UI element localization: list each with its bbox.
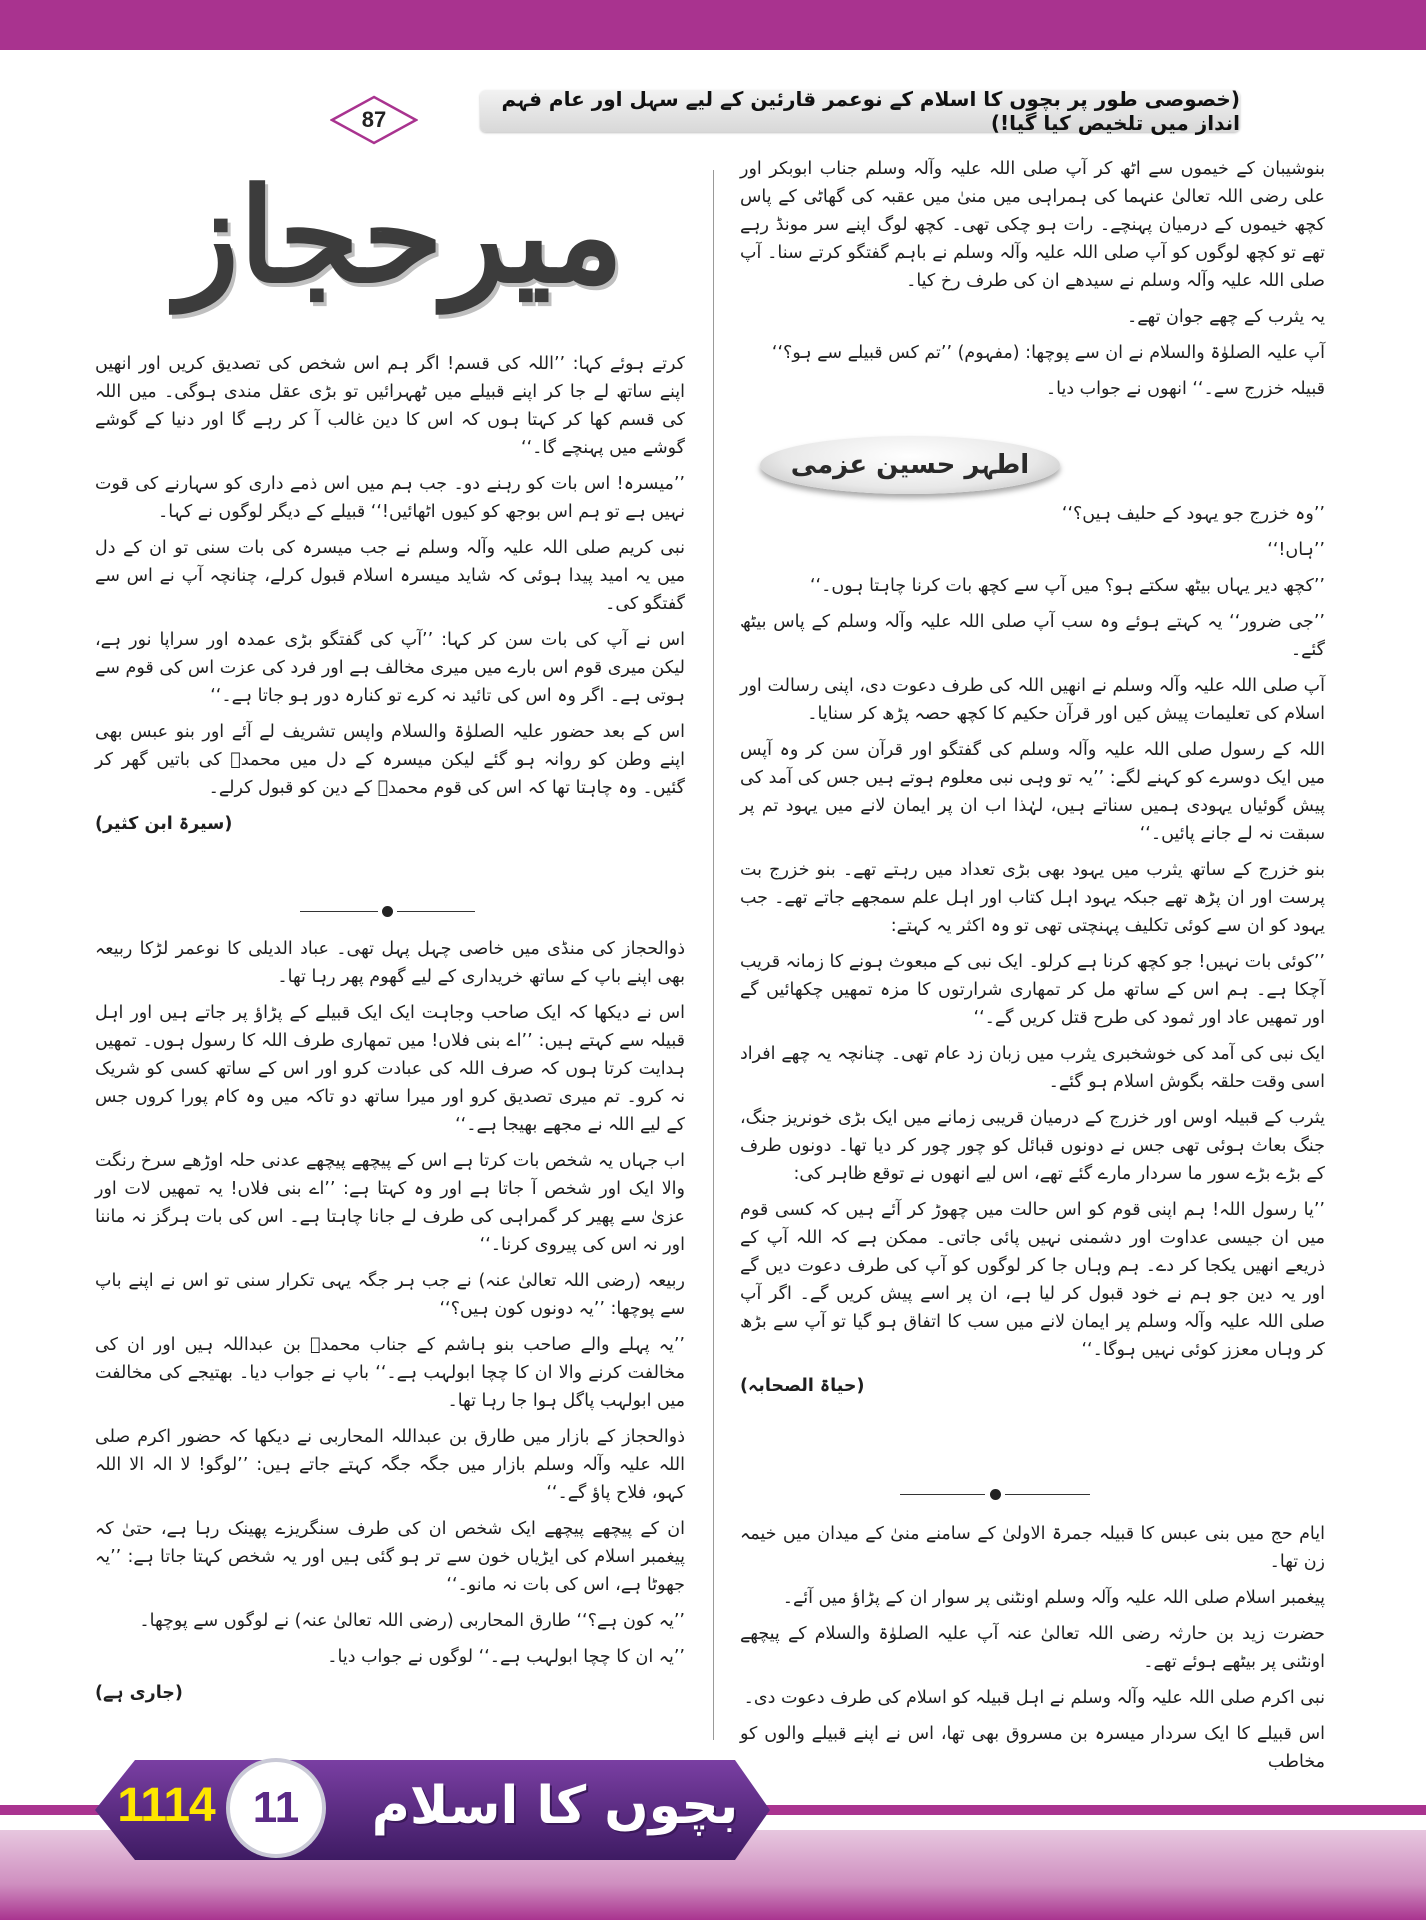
subtitle-banner: (خصوصی طور پر بچوں کا اسلام کے نوعمر قارئین کے لیے سہل اور عام فہم انداز میں تلخیص کیا گیا!)	[480, 90, 1240, 132]
ornament-line	[397, 911, 475, 912]
left-column-section-b	[95, 935, 685, 1730]
paragraph: ’’ہاں!‘‘	[1267, 540, 1325, 560]
paragraph: ذوالحجاز کے بازار میں طارق بن عبداللہ المحاربی نے دیکھا کہ حضور اکرم صلی اللہ علیہ وآلہ وسلم بازار میں جگہ جگہ کہتے جاتے ہیں: ’’لوگو! لا الہ الا اللہ کہو، فلاح پاؤ گے۔‘‘	[95, 1427, 685, 1503]
paragraph: ’’یا رسول اللہ! ہم اپنی قوم کو اس حالت میں چھوڑ کر آئے ہیں کہ کسی قوم میں ان جیسی عداوت اور دشمنی نہیں پائی جاتی۔ ممکن ہے کہ اللہ آپ کے ذریعے انھیں یکجا کر دے۔ ہم وہاں جا کر لوگوں کو آپ کی طرف دعوت دیں گے اور یہ دین جو ہم نے خود قبول کر لیا ہے، ان پر اسے پیش کریں گے۔ اگر آپ صلی اللہ علیہ وآلہ وسلم پر ایمان لانے میں سب کا اتفاق ہو گیا تو آپ سے بڑھ کر وہاں معزز کوئی نہیں ہوگا۔‘‘	[740, 1200, 1325, 1360]
right-column-bottom	[740, 1520, 1325, 1772]
ornament-line	[900, 1494, 985, 1495]
paragraph: حضرت زید بن حارثہ رضی اللہ تعالیٰ عنہ آپ علیہ الصلوٰۃ والسلام کے پیچھے اونٹنی پر بیٹھے ہوئے تھے۔	[740, 1624, 1325, 1672]
right-column-top	[740, 155, 1325, 425]
left-column-section-a	[95, 350, 685, 880]
paragraph: ’’یہ پہلے والے صاحب بنو ہاشم کے جناب محمدؐ بن عبداللہ ہیں اور ان کی مخالفت کرنے والا ان کا چچا ابولہب ہے۔‘‘ باپ نے جواب دیا۔ بھتیجے کی مخالفت میں ابولہب پاگل ہوا جا رہا تھا۔	[95, 1335, 685, 1411]
paragraph: ’’جی ضرور‘‘ یہ کہتے ہوئے وہ سب آپ صلی اللہ علیہ وآلہ وسلم کے پاس بیٹھ گئے۔	[740, 612, 1325, 660]
paragraph: آپ صلی اللہ علیہ وآلہ وسلم نے انھیں اللہ کی طرف دعوت دی، اپنی رسالت اور اسلام کی تعلیمات پیش کیں اور قرآن حکیم کا کچھ حصہ پڑھ کر سنایا۔	[740, 676, 1325, 724]
paragraph: ذوالحجاز کی منڈی میں خاصی چہل پہل تھی۔ عباد الدیلی کا نوعمر لڑکا ربیعہ بھی اپنے باپ کے ساتھ خریداری کے لیے گھوم پھر رہا تھا۔	[95, 939, 685, 987]
paragraph: ربیعہ (رضی اللہ تعالیٰ عنہ) نے جب ہر جگہ یہی تکرار سنی تو اس نے اپنے باپ سے پوچھا: ’’یہ دونوں کون ہیں؟‘‘	[95, 1271, 685, 1319]
source-citation: (حیاۃ الصحابہ)	[740, 1376, 865, 1396]
paragraph: اس نے دیکھا کہ ایک صاحب وجاہت ایک ایک قبیلے کے پڑاؤ پر جاتے ہیں اور اہل قبیلہ سے کہتے ہیں: ’’اے بنی فلاں! میں تمھاری طرف اللہ کا رسول ہوں۔ تمھیں ہدایت کرتا ہوں کہ صرف اللہ کی عبادت کرو اور اس کے ساتھ کسی کو شریک نہ کرو۔ تم میری تصدیق کرو اور میرا ساتھ دو تاکہ میں وہ کام پورا کروں جس کے لیے اللہ نے مجھے بھیجا ہے۔‘‘	[95, 1003, 685, 1135]
magazine-logo: بچوں کا اسلام	[371, 1776, 739, 1836]
paragraph: یہ یثرب کے چھے جوان تھے۔	[1127, 307, 1325, 327]
page-number: 11	[252, 1783, 300, 1832]
author-name: اطہر حسین عزمی	[760, 436, 1060, 494]
paragraph: ایام حج میں بنی عبس کا قبیلہ جمرۃ الاولیٰ کے سامنے منیٰ کے میدان میں خیمہ زن تھا۔	[740, 1524, 1325, 1572]
source-citation: (سیرۃ ابن کثیر)	[95, 814, 233, 834]
article-title: میرحجاز	[176, 158, 624, 312]
ornament-line	[300, 911, 378, 912]
series-number: 87	[361, 107, 387, 132]
paragraph: آپ علیہ الصلوٰۃ والسلام نے ان سے پوچھا: (مفہوم) ’’تم کس قبیلے سے ہو؟‘‘	[771, 343, 1325, 363]
paragraph: ’’وہ خزرج جو یہود کے حلیف ہیں؟‘‘	[1061, 504, 1325, 524]
paragraph: ’’یہ ان کا چچا ابولہب ہے۔‘‘ لوگوں نے جواب دیا۔	[327, 1647, 685, 1667]
ornament-line	[1005, 1494, 1090, 1495]
continued-note: (جاری ہے)	[95, 1683, 183, 1703]
paragraph: ’’کوئی بات نہیں! جو کچھ کرنا ہے کرلو۔ ایک نبی کے مبعوث ہونے کا زمانہ قریب آچکا ہے۔ ہم اس کے ساتھ مل کر تمھاری شرارتوں کا مزہ تمھیں چکھائیں گے اور تمھیں عاد اور ثمود کی طرح قتل کریں گے۔‘‘	[740, 952, 1325, 1028]
paragraph: اللہ کے رسول صلی اللہ علیہ وآلہ وسلم کی گفتگو اور قرآن سن کر وہ آپس میں ایک دوسرے کو کہنے لگے: ’’یہ تو وہی نبی معلوم ہوتے ہیں جس کی آمد کی پیش گوئیاں یہودی ہمیں سناتے ہیں، لہٰذا اب ان پر ایمان لانے میں یہود تم پر سبقت نہ لے جانے پائیں۔‘‘	[740, 740, 1325, 844]
section-divider-ornament	[900, 1485, 1090, 1505]
paragraph: پیغمبر اسلام صلی اللہ علیہ وآلہ وسلم اونٹنی پر سوار ان کے پڑاؤ میں آئے۔	[782, 1588, 1325, 1608]
column-divider	[713, 170, 714, 1740]
paragraph: ان کے پیچھے پیچھے ایک شخص ان کی طرف سنگریزے پھینک رہا ہے، حتیٰ کہ پیغمبر اسلام کی ایڑیاں خون سے تر ہو گئی ہیں اور یہ شخص کہتا جاتا ہے: ’’یہ جھوٹا ہے، اس کی بات نہ مانو۔‘‘	[95, 1519, 685, 1595]
paragraph: کرتے ہوئے کہا: ’’اللہ کی قسم! اگر ہم اس شخص کی تصدیق کریں اور انھیں اپنے ساتھ لے جا کر اپنے قبیلے میں ٹھہرائیں تو بڑی عقل مندی ہوگی۔ میں اللہ کی قسم کھا کر کہتا ہوں کہ اس کا دین غالب آ کر رہے گا اور دنیا کے گوشے گوشے میں پہنچے گا۔‘‘	[95, 354, 685, 458]
paragraph: ’’یہ کون ہے؟‘‘ طارق المحاربی (رضی اللہ تعالیٰ عنہ) نے لوگوں سے پوچھا۔	[139, 1611, 685, 1631]
top-color-bar	[0, 0, 1426, 50]
paragraph: ایک نبی کی آمد کی خوشخبری یثرب میں زبان زد عام تھی۔ چنانچہ یہ چھے افراد اسی وقت حلقہ بگوش اسلام ہو گئے۔	[740, 1044, 1325, 1092]
issue-number: 1114	[117, 1778, 215, 1832]
right-column-middle	[740, 500, 1325, 1505]
paragraph: اب جہاں یہ شخص بات کرتا ہے اس کے پیچھے پیچھے عدنی حلہ اوڑھے سرخ رنگت والا ایک اور شخص آ جاتا ہے اور وہ کہتا ہے: ’’اے بنی فلاں! یہ تمھیں لات اور عزیٰ سے پھیر کر گمراہی کی طرف لے جانا چاہتا ہے۔ اس کی بات ہرگز نہ ماننا اور نہ اس کی پیروی کرنا۔‘‘	[95, 1151, 685, 1255]
paragraph: نبی اکرم صلی اللہ علیہ وآلہ وسلم نے اہل قبیلہ کو اسلام کی طرف دعوت دی۔	[743, 1688, 1325, 1708]
paragraph: اس قبیلے کا ایک سردار میسرہ بن مسروق بھی تھا، اس نے اپنے قبیلے والوں کو مخاطب	[740, 1724, 1325, 1772]
paragraph: یثرب کے قبیلہ اوس اور خزرج کے درمیان قریبی زمانے میں ایک بڑی خونریز جنگ، جنگ بعاث ہوئی تھی جس نے دونوں قبائل کو چور چور کر دیا تھا۔ دونوں طرف کے بڑے بڑے سور ما سردار مارے گئے تھے، اس لیے انھوں نے توقع ظاہر کی:	[740, 1108, 1325, 1184]
ornament-dot	[382, 906, 393, 917]
paragraph: اس کے بعد حضور علیہ الصلوٰۃ والسلام واپس تشریف لے آئے اور بنو عبس بھی اپنے وطن کو روانہ ہو گئے لیکن میسرہ کے دل میں محمدؐ کی باتیں گھر کر گئیں۔ وہ چاہتا تھا کہ اس کی قوم محمدؐ کے دین کو قبول کرلے۔	[95, 722, 685, 798]
section-divider-ornament	[300, 902, 475, 922]
paragraph: بنو خزرج کے ساتھ یثرب میں یہود بھی بڑی تعداد میں رہتے تھے۔ بنو خزرج بت پرست اور ان پڑھ تھے جبکہ یہود اہل کتاب اور اہل علم سمجھے جاتے تھے۔ جب یہود کو ان سے کوئی تکلیف پہنچتی تھی تو وہ اکثر یہ کہتے:	[740, 860, 1325, 936]
paragraph: قبیلہ خزرج سے۔‘‘ انھوں نے جواب دیا۔	[1045, 379, 1325, 399]
paragraph: ’’میسرہ! اس بات کو رہنے دو۔ جب ہم میں اس ذمے داری کو سہارنے کی قوت نہیں ہے تو ہم اس بوجھ کو کیوں اٹھائیں!‘‘ قبیلے کے دیگر لوگوں نے کہا۔	[95, 474, 685, 522]
paragraph: اس نے آپ کی بات سن کر کہا: ’’آپ کی گفتگو بڑی عمدہ اور سراپا نور ہے، لیکن میری قوم اس بارے میں میری مخالف ہے اور فرد کی عزت اس کی قوم سے ہوتی ہے۔ اگر وہ اس کی تائید نہ کرے تو کنارہ دور ہو جاتا ہے۔‘‘	[95, 630, 685, 706]
paragraph: نبی کریم صلی اللہ علیہ وآلہ وسلم نے جب میسرہ کی بات سنی تو ان کے دل میں یہ امید پیدا ہوئی کہ شاید میسرہ اسلام قبول کرلے، چنانچہ آپ نے اس سے گفتگو کی۔	[95, 538, 685, 614]
paragraph: ’’کچھ دیر یہاں بیٹھ سکتے ہو؟ میں آپ سے کچھ بات کرنا چاہتا ہوں۔‘‘	[809, 576, 1325, 596]
paragraph: بنوشیبان کے خیموں سے اٹھ کر آپ صلی اللہ علیہ وآلہ وسلم جناب ابوبکر اور علی رضی اللہ تعالیٰ عنہما کی ہمراہی میں منیٰ میں عقبہ کی گھاٹی کے پاس کچھ خیموں کے درمیان پہنچے۔ رات ہو چکی تھی۔ کچھ لوگ اپنے سر مونڈ رہے تھے تو کچھ لوگوں کو آپ صلی اللہ علیہ وآلہ وسلم نے باہم گفتگو کرتے سنا۔ آپ صلی اللہ علیہ وآلہ وسلم نے سیدھے ان کی طرف رخ کیا۔	[740, 159, 1325, 291]
ornament-dot	[990, 1489, 1001, 1500]
